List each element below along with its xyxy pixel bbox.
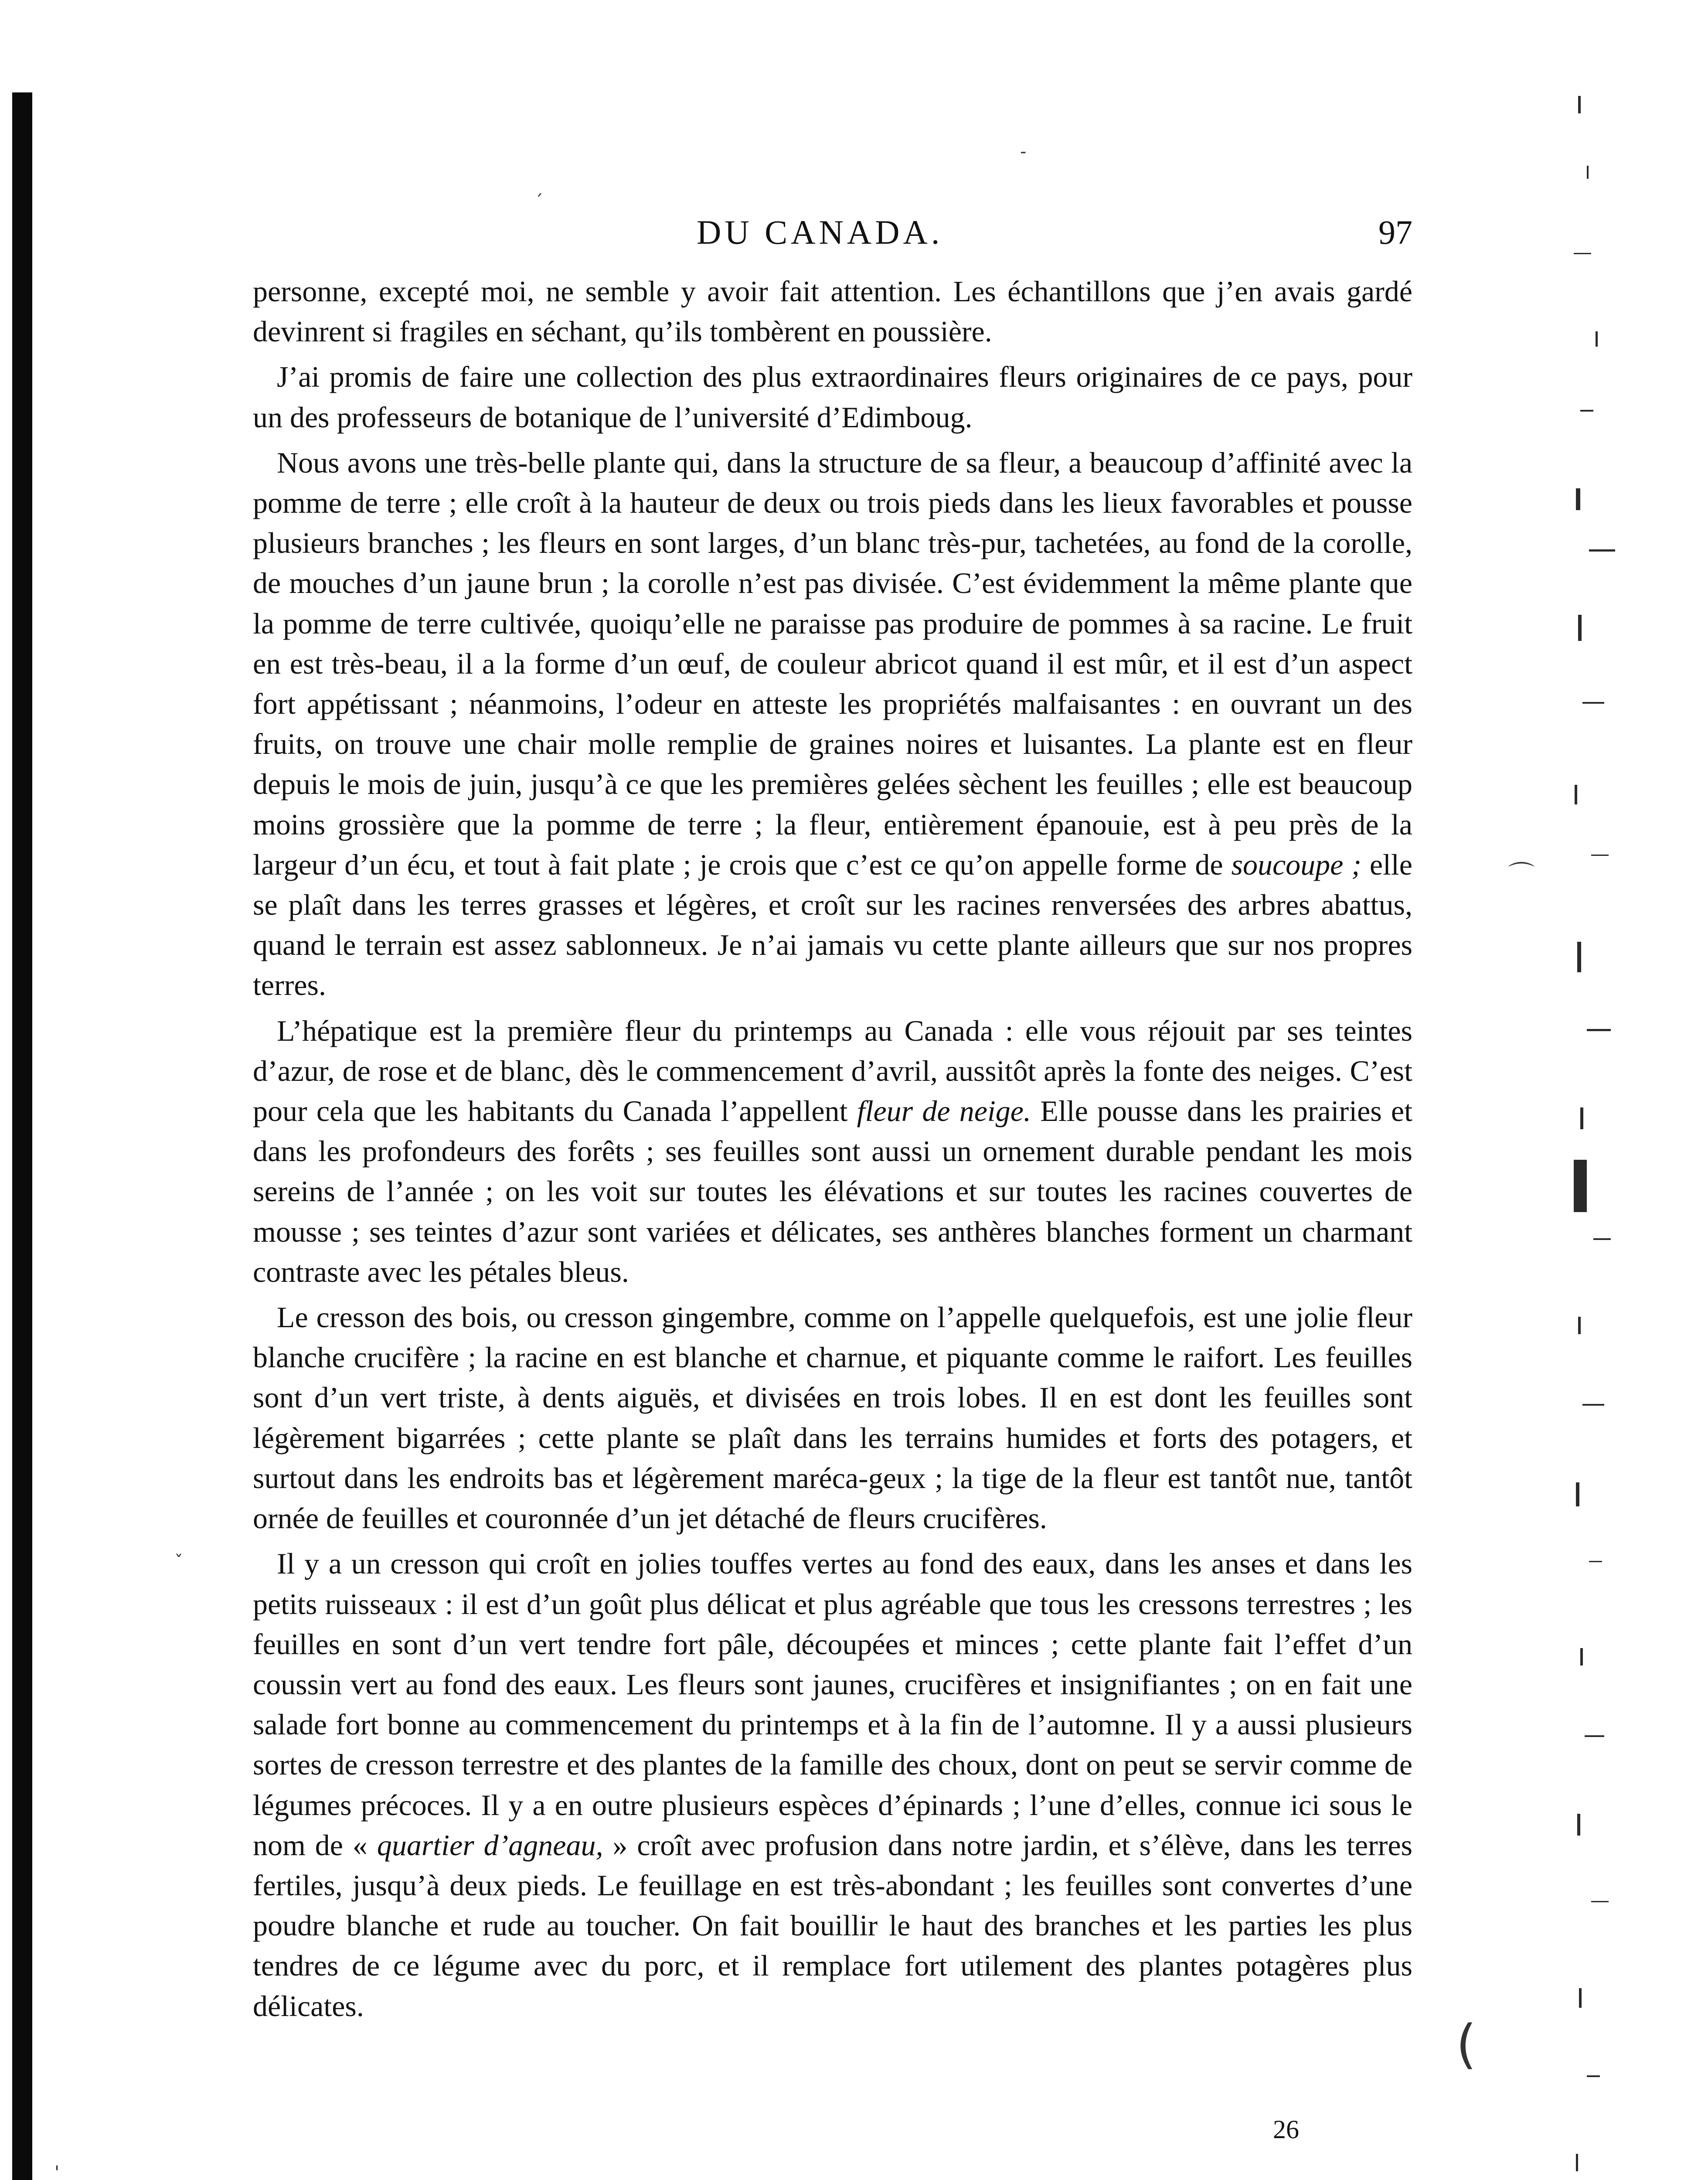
paragraph: J’ai promis de faire une collection des plus extraordinaires fleurs originaires de ce pays, pour un des professeurs de botanique de l’université d’Edimboug. (253, 360, 1412, 434)
running-title: DU CANADA. (697, 213, 943, 251)
paragraph-text: elle se plaît dans les terres grasses et légères, et croît sur les racines renversées des arbres abattus, quand le terrain est assez sablonneux. Je n’ai jamais vu cette plante ailleurs que sur nos propres terres. (253, 848, 1412, 1002)
paragraph: Le cresson des bois, ou cresson gingembre, comme on l’appelle quelquefois, est une jolie fleur blanche crucifère ; la racine en est blanche et charnue, et piquante comme le raifort. Les feuilles sont d’un vert triste, à dents aiguës, et divisées en trois lobes. Il en est dont les feuilles sont légèrement bigarrées ; cette plante se plaît dans les terrains humides et forts des potagers, et surtout dans les endroits bas et légèrement maréca-geux ; la tige de la fleur est tantôt nue, tantôt ornée de feuilles et couronnée d’un jet détaché de fleurs crucifères. (253, 1301, 1412, 1535)
page-header (253, 213, 1412, 269)
binding-edge (12, 92, 32, 2180)
paragraph-text: L’hépatique est la première fleur du printemps au Canada : elle vous réjouit par ses teintes d’azur, de rose et de blanc, dès le commencement d’avril, aussitôt après la fonte des neiges. C’est pour cela que les habitants du Canada l’appellent (253, 1014, 1412, 1128)
scan-bracket-mark: ( (1456, 2014, 1477, 2075)
paragraph (253, 443, 1412, 1005)
italic-term: quartier d’agneau, (377, 1828, 603, 1862)
scan-speck: ˇ (174, 1552, 183, 1572)
scan-speck: ˊ (534, 192, 543, 212)
paragraph (253, 1011, 1412, 1292)
scan-noise-strip (1569, 70, 1643, 2180)
italic-term: soucoupe ; (1231, 848, 1361, 881)
paragraph-text: Elle pousse dans les prairies et dans les profondeurs des forêts ; ses feuilles sont aussi un ornement durable pendant les mois sereins de l’année ; on les voit sur toutes les élévations et sur toutes les racines couvertes de mousse ; ses teintes d’azur sont variées et délicates, ses anthères blanches forment un charmant contraste avec les pétales bleus. (253, 1094, 1413, 1288)
scan-speck: ⌒ (1508, 860, 1534, 891)
scan-speck: - (1020, 142, 1027, 162)
body-text (253, 271, 1412, 2026)
paragraph-text: » croît avec profusion dans notre jardin, et s’élève, dans les terres fertiles, jusqu’à deux pieds. Le feuillage en est très-abondant ; les feuilles sont convertes d’une poudre blanche et rude au toucher. On fait bouillir le haut des branches et les parties les plus tendres de ce légume avec du porc, et il remplace fort utilement des plantes potagères plus délicates. (253, 1828, 1413, 2023)
signature-mark: 26 (1273, 2115, 1299, 2144)
footer (253, 2115, 1412, 2158)
italic-term: fleur de neige. (857, 1094, 1031, 1128)
paragraph (253, 1543, 1412, 2026)
paragraph-text: Il y a un cresson qui croît en jolies touffes vertes au fond des eaux, dans les anses et dans les petits ruisseaux : il est d’un goût plus délicat et plus agréable que tous les cressons terrestres ; les feuilles en sont d’un vert tendre fort pâle, découpées et minces ; cette plante fait l’effet d’un coussin vert au fond des eaux. Les fleurs sont jaunes, crucifères et insignifiantes ; on en fait une salade fort bonne au commencement du printemps et à la fin de l’automne. Il y a aussi plusieurs sortes de cresson terrestre et des plantes de la famille des choux, dont on peut se servir comme de légumes précoces. Il y a en outre plusieurs espèces d’épinards ; l’une d’elles, connue ici sous le nom de « (253, 1547, 1412, 1862)
page-number: 97 (1378, 213, 1412, 251)
scan-speck: ' (54, 2163, 59, 2180)
paragraph-text: Nous avons une très-belle plante qui, dans la structure de sa fleur, a beaucoup d’affinité avec la pomme de terre ; elle croît à la hauteur de deux ou trois pieds dans les lieux favorables et pousse plusieurs branches ; les fleurs en sont larges, d’un blanc très-pur, tachetées, au fond de la corolle, de mouches d’un jaune brun ; la corolle n’est pas divisée. C’est évidemment la même plante que la pomme de terre cultivée, quoiqu’elle ne paraisse pas produire de pommes à sa racine. Le fruit en est très-beau, il a la forme d’un œuf, de couleur abricot quand il est mûr, et il est d’un aspect fort appétissant ; néanmoins, l’odeur en atteste les propriétés malfaisantes : en ouvrant un des fruits, on trouve une chair molle remplie de graines noires et luisantes. La plante est en fleur depuis le mois de juin, jusqu’à ce que les premières gelées sèchent les feuilles ; elle est beaucoup moins grossière que la pomme de terre ; la fleur, entièrement épanouie, est à peu près de la largeur d’un écu, et tout à fait plate ; je crois que c’est ce qu’on appelle forme de (253, 446, 1412, 881)
paragraph: personne, excepté moi, ne semble y avoir fait attention. Les échantillons que j’en avais gardé devinrent si fragiles en séchant, qu’ils tombèrent en poussière. (253, 275, 1412, 348)
